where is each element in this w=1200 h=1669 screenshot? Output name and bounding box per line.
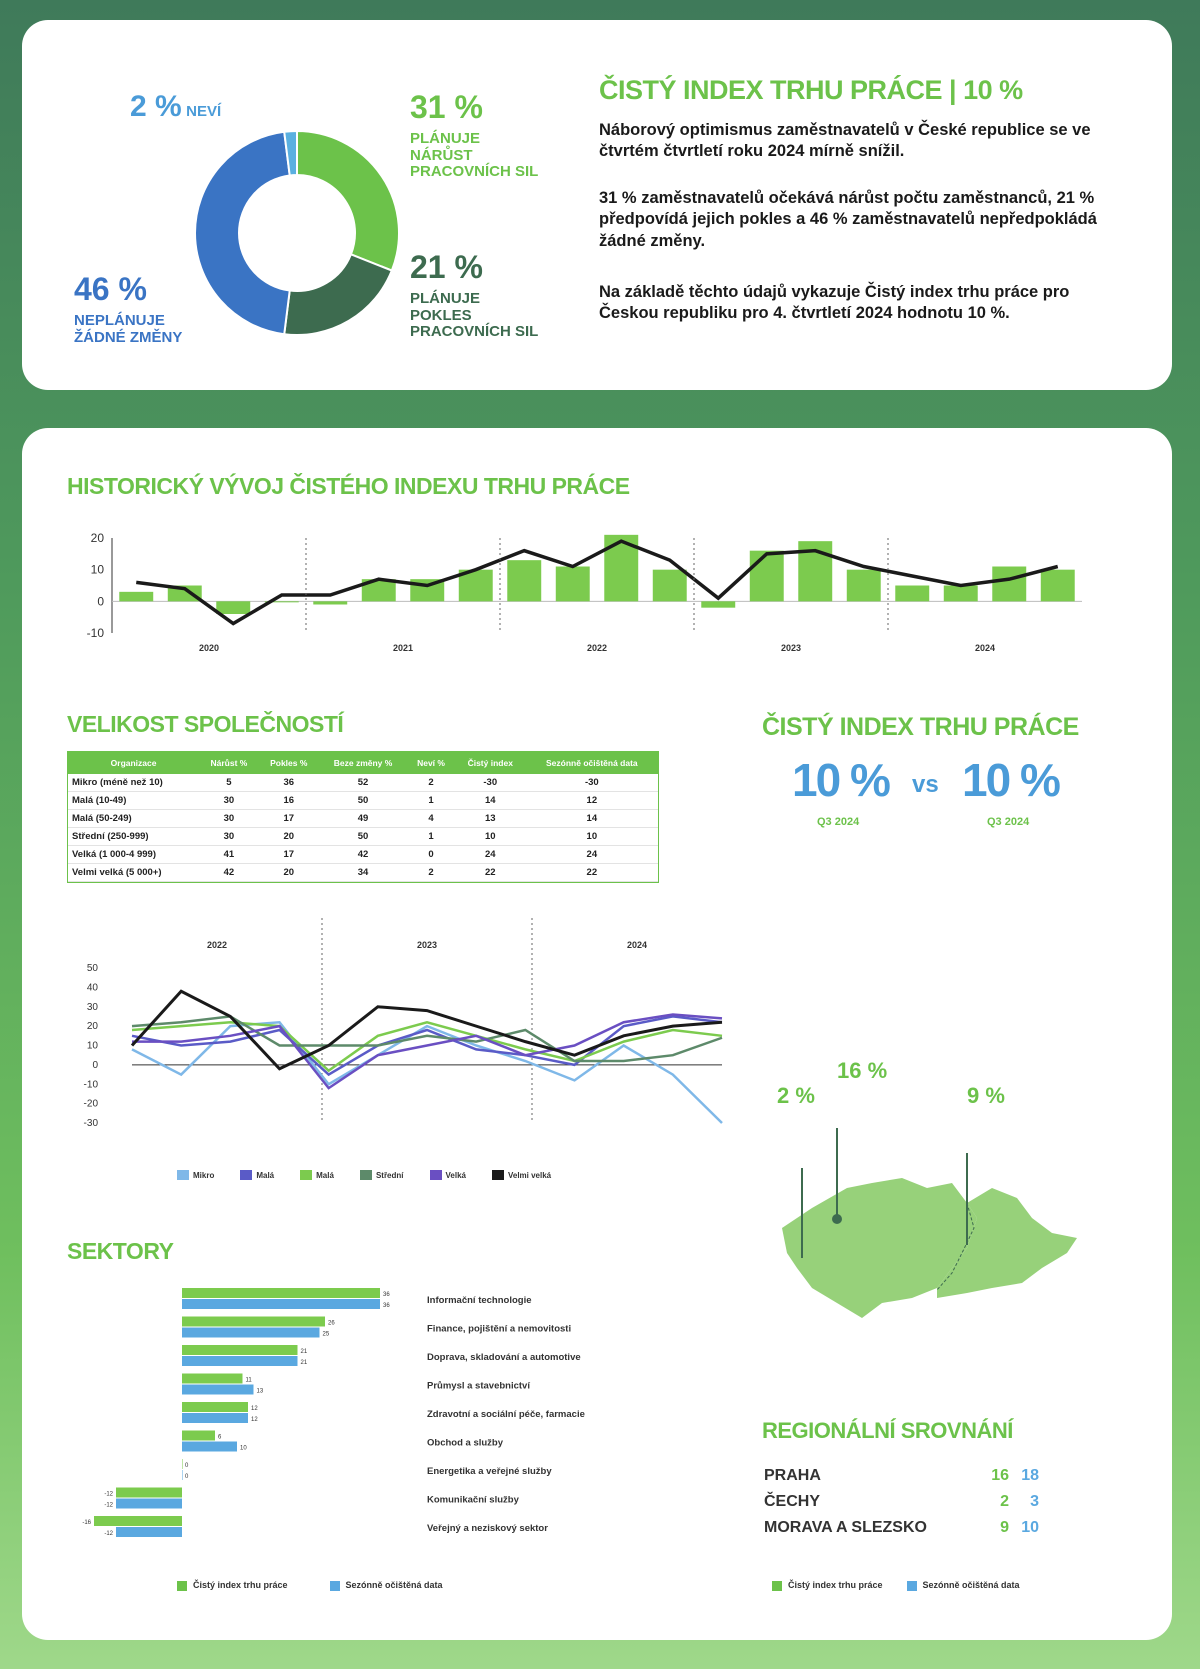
table-cell: 17 — [259, 846, 319, 864]
sector-bar-8-1 — [116, 1527, 182, 1537]
table-cell: Mikro (méně než 10) — [68, 774, 199, 792]
sector-bar-8-0 — [94, 1516, 182, 1526]
table-cell: 50 — [319, 828, 407, 846]
table-cell: 36 — [259, 774, 319, 792]
nli-left-value: 10 % — [792, 754, 889, 806]
size-table-header-3: Beze změny % — [319, 752, 407, 774]
hist-ytick-3: 20 — [90, 531, 104, 545]
table-cell: 1 — [407, 828, 455, 846]
hist-bar-8 — [507, 560, 541, 601]
line-ytick-1: -20 — [83, 1098, 98, 1110]
sector-value-2-0: 21 — [300, 1349, 308, 1355]
region-nli: 9 — [1000, 1519, 1009, 1536]
table-cell: -30 — [526, 774, 658, 792]
size-table-header-0: Organizace — [68, 752, 199, 774]
table-cell: 22 — [455, 864, 526, 882]
table-cell: 1 — [407, 792, 455, 810]
table-cell: 30 — [199, 828, 259, 846]
sector-bar-0-0 — [182, 1288, 380, 1298]
map-bohemia-shape — [782, 1178, 977, 1318]
hist-xlabel-3: 2023 — [780, 643, 802, 653]
size-table-header-4: Neví % — [407, 752, 455, 774]
size-line-legend — [177, 1170, 551, 1180]
line-legend-item: Malá — [300, 1170, 334, 1180]
sector-value-7-0: -12 — [104, 1491, 113, 1498]
line-xlabel-0: 2022 — [206, 940, 228, 950]
table-cell: 34 — [319, 864, 407, 882]
sector-label-7: Komunikační služby — [427, 1494, 519, 1506]
line-xlabel-1: 2023 — [416, 940, 438, 950]
region-name: ČECHY — [764, 1493, 821, 1510]
table-cell: 20 — [259, 864, 319, 882]
sector-label-2: Doprava, skladování a automotive — [427, 1352, 581, 1363]
sector-label-3: Průmysl a stavebnictví — [427, 1380, 530, 1392]
sectors-title: SEKTORY — [67, 1238, 174, 1264]
list-item — [764, 1515, 1064, 1541]
table-cell: 13 — [455, 810, 526, 828]
line-ytick-2: -10 — [83, 1079, 98, 1091]
summary-card — [22, 20, 1172, 390]
sector-bar-6-0 — [182, 1459, 183, 1469]
table-cell: Malá (50-249) — [68, 810, 199, 828]
sector-value-2-1: 21 — [300, 1360, 308, 1366]
sector-value-5-0: 6 — [218, 1434, 222, 1441]
hist-xlabel-0: 2020 — [198, 643, 220, 653]
table-row — [68, 828, 658, 846]
line-ytick-7: 40 — [86, 982, 98, 994]
table-cell: 12 — [526, 792, 658, 810]
sector-label-6: Energetika a veřejné služby — [427, 1466, 552, 1477]
narust-label: 31 % PLÁNUJE NÁRŮST PRACOVNÍCH SIL — [410, 89, 539, 181]
sector-bar-1-0 — [182, 1317, 325, 1327]
list-item — [764, 1489, 1064, 1515]
sector-bar-3-0 — [182, 1374, 243, 1384]
sector-label-1: Finance, pojištění a nemovitosti — [427, 1323, 572, 1335]
line-ytick-8: 50 — [86, 963, 98, 974]
table-cell: Střední (250-999) — [68, 828, 199, 846]
size-table-wrap — [67, 751, 659, 883]
hist-xlabel-2: 2022 — [586, 643, 608, 653]
size-table-header-2: Pokles % — [259, 752, 319, 774]
table-cell: 42 — [199, 864, 259, 882]
zadne-label: 46 % NEPLÁNUJE ŽÁDNÉ ZMĚNY — [74, 271, 183, 346]
hist-bar-11 — [653, 570, 687, 602]
size-table-header-1: Nárůst % — [199, 752, 259, 774]
line-ytick-4: 10 — [86, 1040, 98, 1052]
size-line-chart — [62, 918, 742, 1138]
regional-legend — [772, 1580, 1020, 1591]
sector-bar-1-1 — [182, 1328, 320, 1338]
table-cell: 5 — [199, 774, 259, 792]
hist-ytick-1: 0 — [97, 594, 104, 609]
line-legend-item: Mikro — [177, 1170, 214, 1180]
table-cell: 17 — [259, 810, 319, 828]
sector-value-1-1: 25 — [322, 1331, 330, 1338]
sector-value-6-0: 0 — [185, 1463, 189, 1469]
donut-chart — [172, 108, 422, 358]
line-ytick-3: 0 — [92, 1059, 98, 1071]
table-cell: 30 — [199, 810, 259, 828]
region-sa: 18 — [1021, 1467, 1039, 1484]
sector-bar-2-1 — [182, 1356, 298, 1366]
table-cell: 16 — [259, 792, 319, 810]
hist-xlabel-1: 2021 — [392, 643, 414, 653]
sector-bar-3-1 — [182, 1385, 254, 1395]
sector-label-5: Obchod a služby — [427, 1437, 504, 1449]
table-cell: Malá (10-49) — [68, 792, 199, 810]
sector-bar-5-0 — [182, 1431, 215, 1441]
nevi-label: 2 % NEVÍ — [130, 90, 222, 123]
hist-bar-19 — [1041, 570, 1075, 602]
hist-bar-13 — [750, 551, 784, 602]
sector-label-4: Zdravotní a sociální péče, farmacie — [427, 1409, 585, 1420]
table-cell: 10 — [526, 828, 658, 846]
hist-bar-16 — [895, 586, 929, 602]
region-nli: 16 — [991, 1467, 1009, 1484]
summary-para-3: Na základě těchto údajů vykazuje Čistý index trhu práce pro Českou republiku pro 4. čtvrtletí 2024 hodnotu 10 %. — [599, 283, 1070, 323]
table-cell: 2 — [407, 864, 455, 882]
hist-ytick-2: 10 — [90, 562, 104, 577]
region-name: PRAHA — [764, 1467, 821, 1484]
size-table — [68, 752, 658, 882]
regional-table — [764, 1463, 1064, 1541]
line-ytick-5: 20 — [86, 1021, 98, 1033]
line-ytick-0: -30 — [83, 1118, 98, 1129]
size-table-header-5: Čistý index — [455, 752, 526, 774]
sector-bar-6-1 — [182, 1470, 183, 1480]
region-sa: 10 — [1021, 1519, 1039, 1536]
hist-bar-0 — [119, 592, 153, 602]
sector-value-7-1: -12 — [104, 1502, 113, 1509]
table-cell: 0 — [407, 846, 455, 864]
details-card — [22, 428, 1172, 1640]
table-row — [68, 846, 658, 864]
sector-value-4-0: 12 — [251, 1406, 258, 1412]
table-cell: 24 — [526, 846, 658, 864]
hist-bar-17 — [944, 586, 978, 602]
hist-xlabel-4: 2024 — [974, 643, 996, 653]
region-sa: 3 — [1030, 1493, 1039, 1510]
history-title: HISTORICKÝ VÝVOJ ČISTÉHO INDEXU TRHU PRÁCE — [67, 473, 630, 499]
sectors-legend — [177, 1580, 443, 1591]
sector-value-0-1: 36 — [383, 1303, 390, 1309]
hist-bar-4 — [313, 601, 347, 604]
line-legend-item: Malá — [240, 1170, 274, 1180]
table-cell: -30 — [455, 774, 526, 792]
table-row — [68, 774, 658, 792]
sector-value-0-0: 36 — [383, 1292, 390, 1298]
table-cell: 30 — [199, 792, 259, 810]
table-cell: 4 — [407, 810, 455, 828]
sector-bar-7-1 — [116, 1499, 182, 1509]
history-chart — [52, 528, 1102, 658]
sector-value-3-1: 13 — [256, 1388, 264, 1395]
table-cell: 41 — [199, 846, 259, 864]
sectors-legend-sa: Sezónně očištěná data — [330, 1580, 443, 1591]
summary-title: ČISTÝ INDEX TRHU PRÁCE | 10 % — [599, 75, 1023, 105]
summary-para-2: 31 % zaměstnavatelů očekává nárůst počtu zaměstnanců, 21 % předpovídá jejich pokles a 46 % zaměstnavatelů nepředpokládá žádné změny. — [599, 189, 1097, 250]
czech-map — [752, 1128, 1112, 1368]
line-legend-item: Střední — [360, 1170, 404, 1180]
size-table-header-6: Sezónně očištěná data — [526, 752, 658, 774]
table-cell: 49 — [319, 810, 407, 828]
table-cell: 2 — [407, 774, 455, 792]
sectors-legend-nli: Čistý index trhu práce — [177, 1580, 288, 1591]
line-ytick-6: 30 — [86, 1001, 98, 1013]
table-cell: 22 — [526, 864, 658, 882]
list-item — [764, 1463, 1064, 1489]
hist-bar-18 — [992, 567, 1026, 602]
nli-title: ČISTÝ INDEX TRHU PRÁCE — [762, 713, 1079, 741]
sector-value-1-0: 26 — [328, 1320, 335, 1327]
donut-slice-1 — [284, 254, 392, 335]
summary-para-1: Náborový optimismus zaměstnavatelů v České republice se ve čtvrtém čtvrtletí roku 2024 mírně snížil. — [599, 121, 1091, 161]
map-label-praha: 16 % — [837, 1058, 888, 1083]
region-nli: 2 — [1000, 1493, 1009, 1510]
table-row — [68, 810, 658, 828]
hist-bar-9 — [556, 567, 590, 602]
sectors-chart — [62, 1284, 662, 1554]
nli-right-label: Q3 2024 — [987, 816, 1030, 828]
sector-bar-2-0 — [182, 1345, 298, 1355]
region-name: MORAVA A SLEZSKO — [764, 1519, 927, 1536]
nli-right-value: 10 % — [962, 754, 1059, 806]
donut-slice-0 — [297, 131, 399, 271]
regional-title: REGIONÁLNÍ SROVNÁNÍ — [762, 1418, 1013, 1443]
table-cell: 52 — [319, 774, 407, 792]
table-cell: 14 — [455, 792, 526, 810]
hist-line — [136, 541, 1058, 623]
map-label-morava: 9 % — [967, 1083, 1005, 1108]
line-legend-item: Velká — [430, 1170, 466, 1180]
sector-bar-4-1 — [182, 1413, 248, 1423]
sector-value-3-0: 11 — [245, 1377, 252, 1384]
sector-label-0: Informační technologie — [427, 1295, 532, 1306]
sector-value-5-1: 10 — [240, 1445, 247, 1452]
table-cell: 24 — [455, 846, 526, 864]
sector-bar-5-1 — [182, 1442, 237, 1452]
line-xlabel-2: 2024 — [626, 940, 648, 950]
table-cell: 50 — [319, 792, 407, 810]
sector-bar-7-0 — [116, 1488, 182, 1498]
table-cell: Velká (1 000-4 999) — [68, 846, 199, 864]
size-title: VELIKOST SPOLEČNOSTÍ — [67, 711, 344, 737]
sector-label-8: Veřejný a neziskový sektor — [427, 1523, 548, 1534]
table-cell: Velmi velká (5 000+) — [68, 864, 199, 882]
table-row — [68, 864, 658, 882]
sector-bar-0-1 — [182, 1299, 380, 1309]
nli-left-label: Q3 2024 — [817, 816, 860, 828]
sector-value-4-1: 12 — [251, 1417, 258, 1423]
table-cell: 10 — [455, 828, 526, 846]
pokles-label: 21 % PLÁNUJE POKLES PRACOVNÍCH SIL — [410, 249, 539, 341]
sector-value-6-1: 0 — [185, 1474, 189, 1480]
map-label-cechy: 2 % — [777, 1083, 815, 1108]
hist-bar-12 — [701, 601, 735, 607]
regional-legend-sa: Sezónně očištěná data — [907, 1580, 1020, 1591]
regional-legend-nli: Čistý index trhu práce — [772, 1580, 883, 1591]
table-cell: 42 — [319, 846, 407, 864]
sector-bar-4-0 — [182, 1402, 248, 1412]
sector-value-8-1: -12 — [104, 1531, 113, 1537]
nli-vs: vs — [912, 771, 939, 798]
line-legend-item: Velmi velká — [492, 1170, 551, 1180]
hist-ytick-0: -10 — [86, 626, 104, 640]
hist-bar-15 — [847, 570, 881, 602]
table-cell: 20 — [259, 828, 319, 846]
hist-bar-2 — [216, 601, 250, 614]
table-cell: 14 — [526, 810, 658, 828]
table-row — [68, 792, 658, 810]
sector-value-8-0: -16 — [82, 1520, 91, 1526]
donut-slice-2 — [195, 132, 290, 334]
